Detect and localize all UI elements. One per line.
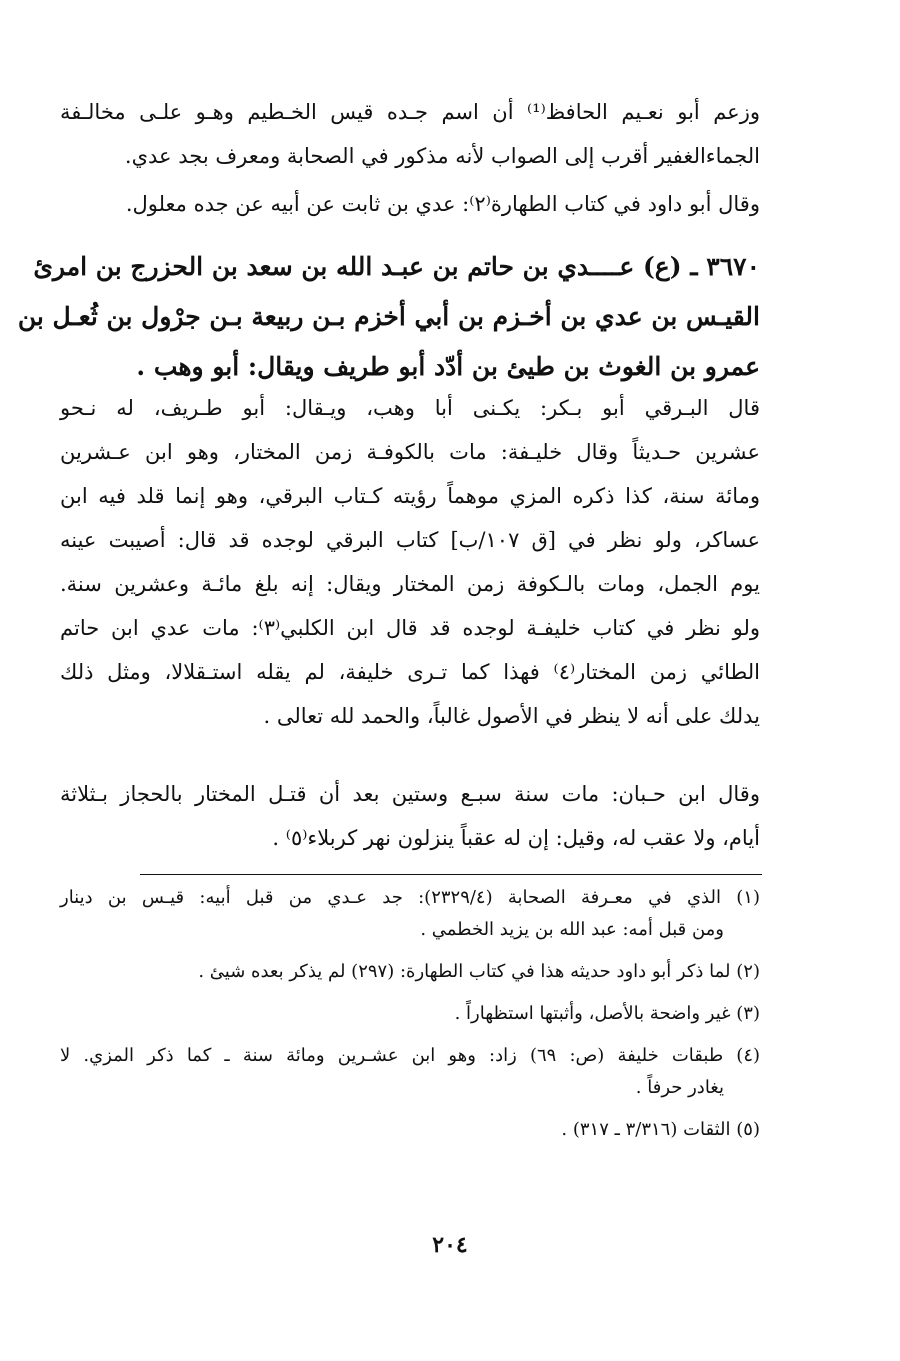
footnote-line: (٥) الثقات (٣/٣١٦ ـ ٣١٧) . xyxy=(561,1119,760,1140)
text-line: يوم الجمل، ومات بالـكوفة زمن المختار ويقال: إنه بلغ مائـة وعشرين سنة. xyxy=(60,572,760,596)
entry-line: القيـس بن عدي بن أخـزم بن أبي أخزم بـن ربيعة بـن جرْول بن ثُعـل بن xyxy=(17,302,760,331)
text-line: وقال أبو داود في كتاب الطهارة⁽٢⁾: عدي بن ثابت عن أبيه عن جده معلول. xyxy=(125,192,760,216)
text-line: يدلك على أنه لا ينظر في الأصول غالباً، والحمد لله تعالى . xyxy=(263,704,760,728)
ibn-hibban-paragraph xyxy=(60,772,760,860)
footnote-line: (٢) لما ذكر أبو داود حديثه هذا في كتاب الطهارة: (٢٩٧) لم يذكر بعده شيئ . xyxy=(198,961,760,982)
barqi-paragraph xyxy=(60,386,760,738)
footnote-5 xyxy=(60,1114,760,1146)
intro-paragraph xyxy=(60,90,760,178)
text-line: قال البـرقي أبو بـكر: يكـنى أبا وهب، ويـقال: أبو طـريف، له نـحو xyxy=(60,396,760,420)
text-line: الجماءالغفير أقرب إلى الصواب لأنه مذكور في الصحابة ومعرف بجد عدي. xyxy=(124,144,760,168)
text-line: ومائة سنة، كذا ذكره المزي موهماً رؤيته كـتاب البرقي، وهو إنما قلد فيه ابن xyxy=(60,484,760,508)
text-line: عشرين حـديثاً وقال خليـفة: مات بالكوفـة زمن المختار، وهو ابن عـشرين xyxy=(60,440,760,464)
footnote-line: ومن قبل أمه: عبد الله بن يزيد الخطمي . xyxy=(420,919,724,940)
footnotes xyxy=(60,882,760,1146)
text-line: ولو نظر في كتاب خليفـة لوجده قد قال ابن الكلبي⁽٣⁾: مات عدي ابن حاتم xyxy=(60,616,760,640)
text-line: وزعم أبو نعـيم الحافظ⁽¹⁾ أن اسم جـده قيس الخـطيم وهـو علـى مخالـفة xyxy=(60,100,760,124)
entry-line: عمرو بن الغوث بن طيئ بن أدّد أبو طريف ويقال: أبو وهب . xyxy=(136,352,760,381)
page-number: ٢٠٤ xyxy=(432,1232,468,1258)
footnote-divider xyxy=(140,874,762,875)
footnote-line: (٣) غير واضحة بالأصل، وأثبتها استظهاراً . xyxy=(454,1003,760,1024)
footnote-line: يغادر حرفاً . xyxy=(635,1077,724,1098)
entry-line: ٣٦٧٠ ـ (ع) عــــدي بن حاتم بن عبـد الله بن سعد بن الحزرج بن امرئ xyxy=(33,252,760,281)
footnote-4 xyxy=(60,1040,760,1104)
text-line: أيام، ولا عقب له، وقيل: إن له عقباً ينزلون نهر كربلاء⁽٥⁾ . xyxy=(272,826,760,850)
text-line: عساكر، ولو نظر في [ق ١٠٧/ب] كتاب البرقي لوجده قد قال: أصيبت عينه xyxy=(60,528,760,552)
abu-dawud-paragraph xyxy=(60,182,760,226)
footnote-line: (١) الذي في معـرفة الصحابة (٢٣٢٩/٤): جد عـدي من قبل أبيه: قيـس بن دينار xyxy=(60,887,760,908)
footnote-1 xyxy=(60,882,760,946)
text-line: وقال ابن حـبان: مات سنة سبـع وستين بعد أن قتـل المختار بالحجاز بـثلاثة xyxy=(60,782,760,806)
footnote-line: (٤) طبقات خليفة (ص: ٦٩) زاد: وهو ابن عشـرين ومائة سنة ـ كما ذكر المزي. لا xyxy=(60,1045,761,1066)
footnote-2 xyxy=(60,956,760,988)
text-line: الطائي زمن المختار⁽٤⁾ فهذا كما تـرى خليفة، لم يقله استـقلالا، ومثل ذلك xyxy=(60,660,760,684)
entry-heading xyxy=(17,242,760,392)
footnote-3 xyxy=(60,998,760,1030)
